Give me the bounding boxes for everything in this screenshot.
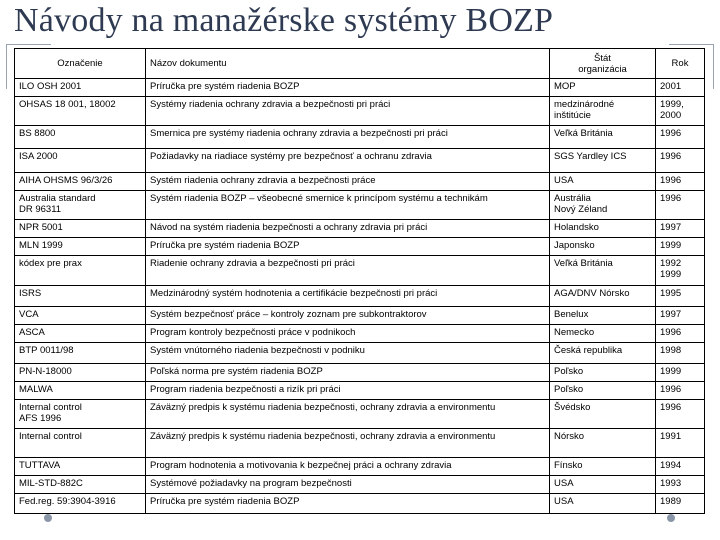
cell-designation: ASCA (15, 325, 146, 343)
cell-designation: ISA 2000 (15, 149, 146, 173)
cell-document-name: Požiadavky na riadiace systémy pre bezpečnosť a ochranu zdravia (146, 149, 550, 173)
cell-country: Poľsko (550, 382, 656, 400)
table-row (15, 429, 705, 458)
cell-country: Benelux (550, 307, 656, 325)
cell-year: 2001 (656, 79, 705, 97)
cell-country: USA (550, 494, 656, 514)
cell-designation: ILO OSH 2001 (15, 79, 146, 97)
cell-designation: VCA (15, 307, 146, 325)
cell-document-name: Poľská norma pre systém riadenia BOZP (146, 364, 550, 382)
table-row (15, 307, 705, 325)
cell-year: 1996 (656, 126, 705, 149)
cell-designation: NPR 5001 (15, 220, 146, 238)
table-row (15, 286, 705, 307)
cell-year: 1995 (656, 286, 705, 307)
cell-designation: MALWA (15, 382, 146, 400)
cell-designation: BS 8800 (15, 126, 146, 149)
cell-document-name: Program riadenia bezpečnosti a rizík pri práci (146, 382, 550, 400)
cell-year: 1996 (656, 173, 705, 191)
cell-year: 1989 (656, 494, 705, 514)
table-row (15, 325, 705, 343)
cell-year: 1996 (656, 382, 705, 400)
table-row (15, 191, 705, 220)
cell-country: Fínsko (550, 458, 656, 476)
cell-document-name: Medzinárodný systém hodnotenia a certifikácie bezpečnosti pri práci (146, 286, 550, 307)
cell-country: Poľsko (550, 364, 656, 382)
page-title: Návody na manažérske systémy BOZP (14, 2, 554, 39)
cell-designation: OHSAS 18 001, 18002 (15, 97, 146, 126)
cell-document-name: Príručka pre systém riadenia BOZP (146, 238, 550, 256)
header-designation: Označenie (15, 49, 146, 79)
cell-document-name: Systém bezpečnosť práce – kontroly zoznam pre subkontraktorov (146, 307, 550, 325)
cell-year: 1992 1999 (656, 256, 705, 286)
table-header-row (15, 49, 705, 79)
cell-year: 1999, 2000 (656, 97, 705, 126)
cell-year: 1997 (656, 220, 705, 238)
cell-designation: Internal control (15, 429, 146, 458)
cell-country: MOP (550, 79, 656, 97)
cell-document-name: Systémové požiadavky na program bezpečnosti (146, 476, 550, 494)
cell-year: 1998 (656, 343, 705, 364)
cell-designation: ISRS (15, 286, 146, 307)
cell-designation: Fed.reg. 59:3904-3916 (15, 494, 146, 514)
cell-document-name: Záväzný predpis k systému riadenia bezpečnosti, ochrany zdravia a environmentu (146, 429, 550, 458)
cell-document-name: Návod na systém riadenia bezpečnosti a ochrany zdravia pri práci (146, 220, 550, 238)
cell-document-name: Záväzný predpis k systému riadenia bezpečnosti, ochrany zdravia a environmentu (146, 400, 550, 429)
table-row (15, 126, 705, 149)
cell-year: 1996 (656, 400, 705, 429)
cell-designation: AIHA OHSMS 96/3/26 (15, 173, 146, 191)
cell-document-name: Riadenie ochrany zdravia a bezpečnosti pri práci (146, 256, 550, 286)
table-row (15, 256, 705, 286)
cell-document-name: Systém riadenia BOZP – všeobecné smernice k princípom systému a technikám (146, 191, 550, 220)
cell-country: Nórsko (550, 429, 656, 458)
cell-year: 1999 (656, 238, 705, 256)
cell-document-name: Program kontroly bezpečnosti práce v podnikoch (146, 325, 550, 343)
cell-designation: kódex pre prax (15, 256, 146, 286)
table-row (15, 494, 705, 514)
table-body (15, 79, 705, 514)
table-row (15, 458, 705, 476)
table-row (15, 79, 705, 97)
cell-country: Austrália Nový Zéland (550, 191, 656, 220)
cell-year: 1994 (656, 458, 705, 476)
header-document-name: Názov dokumentu (146, 49, 550, 79)
table-row (15, 220, 705, 238)
cell-year: 1999 (656, 364, 705, 382)
cell-country: Česká republika (550, 343, 656, 364)
cell-country: USA (550, 476, 656, 494)
cell-country: Japonsko (550, 238, 656, 256)
slide-dot-left (44, 514, 52, 522)
cell-designation: Australia standard DR 96311 (15, 191, 146, 220)
cell-year: 1996 (656, 325, 705, 343)
cell-designation: MIL-STD-882C (15, 476, 146, 494)
cell-document-name: Program hodnotenia a motivovania k bezpečnej práci a ochrany zdravia (146, 458, 550, 476)
cell-country: SGS Yardley ICS (550, 149, 656, 173)
cell-designation: BTP 0011/98 (15, 343, 146, 364)
cell-year: 1996 (656, 149, 705, 173)
cell-designation: MLN 1999 (15, 238, 146, 256)
cell-designation: Internal control AFS 1996 (15, 400, 146, 429)
table-row (15, 149, 705, 173)
cell-document-name: Systém riadenia ochrany zdravia a bezpečnosti práce (146, 173, 550, 191)
cell-document-name: Systémy riadenia ochrany zdravia a bezpečnosti pri práci (146, 97, 550, 126)
cell-country: Švédsko (550, 400, 656, 429)
cell-country: medzinárodné inštitúcie (550, 97, 656, 126)
cell-country: USA (550, 173, 656, 191)
table-row (15, 173, 705, 191)
table-row (15, 400, 705, 429)
table-row (15, 476, 705, 494)
cell-designation: PN-N-18000 (15, 364, 146, 382)
standards-table (14, 48, 705, 514)
cell-year: 1991 (656, 429, 705, 458)
cell-document-name: Príručka pre systém riadenia BOZP (146, 79, 550, 97)
header-year: Rok (656, 49, 705, 79)
cell-document-name: Smernica pre systémy riadenia ochrany zdravia a bezpečnosti pri práci (146, 126, 550, 149)
cell-year: 1996 (656, 191, 705, 220)
cell-year: 1997 (656, 307, 705, 325)
table-row (15, 343, 705, 364)
cell-document-name: Príručka pre systém riadenia BOZP (146, 494, 550, 514)
cell-country: Veľká Británia (550, 126, 656, 149)
cell-designation: TUTTAVA (15, 458, 146, 476)
cell-document-name: Systém vnútorného riadenia bezpečnosti v podniku (146, 343, 550, 364)
cell-country: Holandsko (550, 220, 656, 238)
slide-dot-right (667, 514, 675, 522)
table-row (15, 382, 705, 400)
header-country: Štát organizácia (550, 49, 656, 79)
cell-year: 1993 (656, 476, 705, 494)
table-row (15, 364, 705, 382)
table-row (15, 97, 705, 126)
table-row (15, 238, 705, 256)
cell-country: AGA/DNV Nórsko (550, 286, 656, 307)
cell-country: Veľká Británia (550, 256, 656, 286)
cell-country: Nemecko (550, 325, 656, 343)
